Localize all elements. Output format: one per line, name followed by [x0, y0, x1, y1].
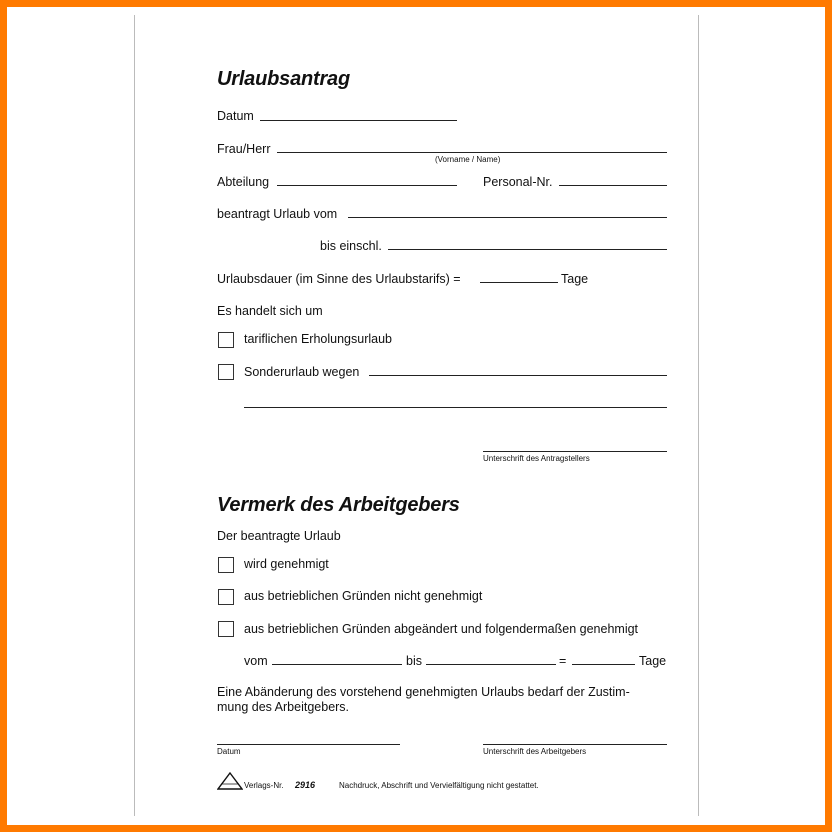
- employer-signature-label: Unterschrift des Arbeitgebers: [483, 747, 587, 756]
- applicant-signature-label: Unterschrift des Antragstellers: [483, 454, 590, 463]
- employer-tage-field[interactable]: [572, 664, 635, 665]
- bis-einschl-label: bis einschl.: [320, 239, 382, 253]
- sonderurlaub-field-2[interactable]: [244, 407, 667, 408]
- name-hint: (Vorname / Name): [435, 155, 501, 164]
- verlag-number: 2916: [295, 780, 316, 790]
- bis-einschl-field[interactable]: [388, 249, 667, 250]
- urlaubsdauer-label: Urlaubsdauer (im Sinne des Urlaubstarifs) =: [217, 272, 461, 286]
- tariflich-label: tariflichen Erholungsurlaub: [244, 332, 393, 346]
- personal-nr-label: Personal-Nr.: [483, 175, 553, 189]
- employer-tage-label: Tage: [639, 654, 667, 668]
- abgeaendert-label: aus betrieblichen Gründen abgeändert und folgendermaßen genehmigt: [244, 622, 639, 636]
- frau-herr-label: Frau/Herr: [217, 142, 271, 156]
- genehmigt-label: wird genehmigt: [244, 557, 329, 571]
- genehmigt-checkbox[interactable]: [218, 557, 234, 573]
- sonderurlaub-checkbox[interactable]: [218, 364, 234, 380]
- sonderurlaub-field[interactable]: [369, 375, 667, 376]
- abteilung-field[interactable]: [277, 185, 457, 186]
- employer-equals: =: [559, 654, 567, 668]
- tage-label: Tage: [561, 272, 589, 286]
- form-title: Urlaubsantrag: [217, 68, 350, 90]
- publisher-logo-icon: [217, 772, 243, 790]
- abteilung-label: Abteilung: [217, 175, 270, 189]
- datum-label: Datum: [217, 109, 254, 123]
- employer-note-line2: mung des Arbeitgebers.: [217, 700, 350, 714]
- name-field[interactable]: [277, 152, 667, 153]
- nicht-genehmigt-checkbox[interactable]: [218, 589, 234, 605]
- employer-vom-field[interactable]: [272, 664, 402, 665]
- employer-intro: Der beantragte Urlaub: [217, 529, 341, 543]
- datum-field[interactable]: [260, 120, 457, 121]
- copyright-notice: Nachdruck, Abschrift und Vervielfältigung nicht gestattet.: [339, 781, 539, 790]
- employer-datum-line[interactable]: [217, 744, 400, 745]
- urlaub-vom-field[interactable]: [348, 217, 667, 218]
- personal-nr-field[interactable]: [559, 185, 667, 186]
- employer-title: Vermerk des Arbeitgebers: [217, 494, 460, 516]
- verlag-label: Verlags-Nr.: [244, 781, 284, 790]
- employer-bis-label: bis: [406, 654, 422, 668]
- employer-datum-label: Datum: [217, 747, 241, 756]
- sonderurlaub-label: Sonderurlaub wegen: [244, 365, 360, 379]
- es-handelt-label: Es handelt sich um: [217, 304, 323, 318]
- urlaubsdauer-field[interactable]: [480, 282, 558, 283]
- applicant-signature-line[interactable]: [483, 451, 667, 452]
- tariflich-checkbox[interactable]: [218, 332, 234, 348]
- urlaub-vom-label: beantragt Urlaub vom: [217, 207, 338, 221]
- employer-vom-label: vom: [244, 654, 268, 668]
- nicht-genehmigt-label: aus betrieblichen Gründen nicht genehmigt: [244, 589, 483, 603]
- employer-bis-field[interactable]: [426, 664, 556, 665]
- employer-note-line1: Eine Abänderung des vorstehend genehmigten Urlaubs bedarf der Zustim-: [217, 685, 630, 699]
- employer-signature-line[interactable]: [483, 744, 667, 745]
- abgeaendert-checkbox[interactable]: [218, 621, 234, 637]
